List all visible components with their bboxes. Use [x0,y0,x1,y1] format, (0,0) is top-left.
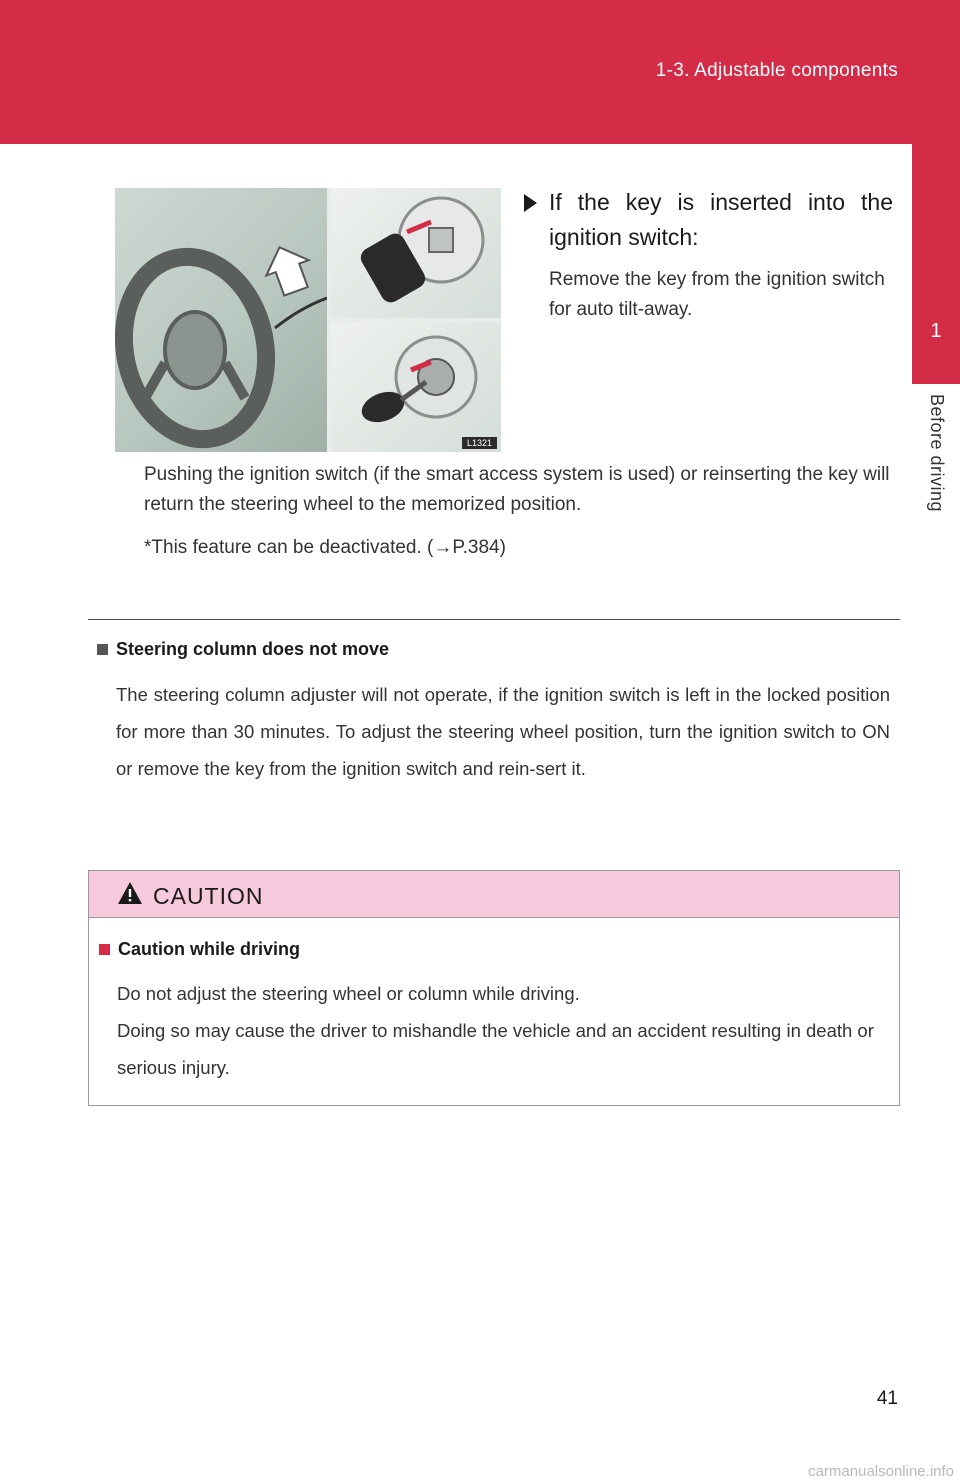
chapter-number: 1 [930,320,942,342]
caution-box [88,870,900,1106]
caution-subheading [99,939,300,960]
bullet-heading: If the key is inserted into the ignition switch: [549,189,893,250]
section-title: 1-3. Adjustable components [655,60,898,81]
warning-triangle-icon [117,881,143,905]
section-heading-text: Steering column does not move [116,639,390,659]
section-heading [97,639,389,660]
section-body: The steering column adjuster will not operate, if the ignition switch is left in the locked position for more than 30 minutes. To adjust the steering wheel position, turn the ignition switch to ON or remove the key from the ignition switch and rein-sert it. [116,684,890,779]
memorized-position-paragraph: Pushing the ignition switch (if the smart access system is used) or reinserting the key will return the steering wheel to the memorized position. [144,464,890,515]
deactivation-note: *This feature can be deactivated. (→P.384) [144,537,506,558]
red-square-bullet-icon [99,944,110,955]
caution-subheading-text: Caution while driving [118,939,301,959]
chapter-label: Before driving [927,394,947,513]
caution-label: CAUTION [153,883,264,909]
key-insert-illustration [331,188,501,318]
caution-text [117,975,891,1086]
caution-line: Doing so may cause the driver to mishandle the vehicle and an accident resulting in death or serious injury. [117,1020,874,1078]
chapter-tab [912,144,960,384]
illustration-figure [115,188,501,452]
figure-code: L1321 [462,437,497,449]
steering-wheel-illustration [115,188,327,452]
ignition-switch-icon [331,322,501,452]
square-bullet-icon [97,644,108,655]
section-divider [88,619,900,620]
watermark: carmanualsonline.info [808,1463,954,1480]
key-remove-illustration [331,322,501,452]
ignition-key-icon [331,188,501,318]
page-number: 41 [876,1388,898,1409]
bullet-body: Remove the key from the ignition switch for auto tilt-away. [549,269,885,320]
bullet-arrow-icon [524,194,537,212]
caution-header [89,871,899,918]
caution-line: Do not adjust the steering wheel or column while driving. [117,983,580,1004]
steering-wheel-icon [115,188,327,452]
